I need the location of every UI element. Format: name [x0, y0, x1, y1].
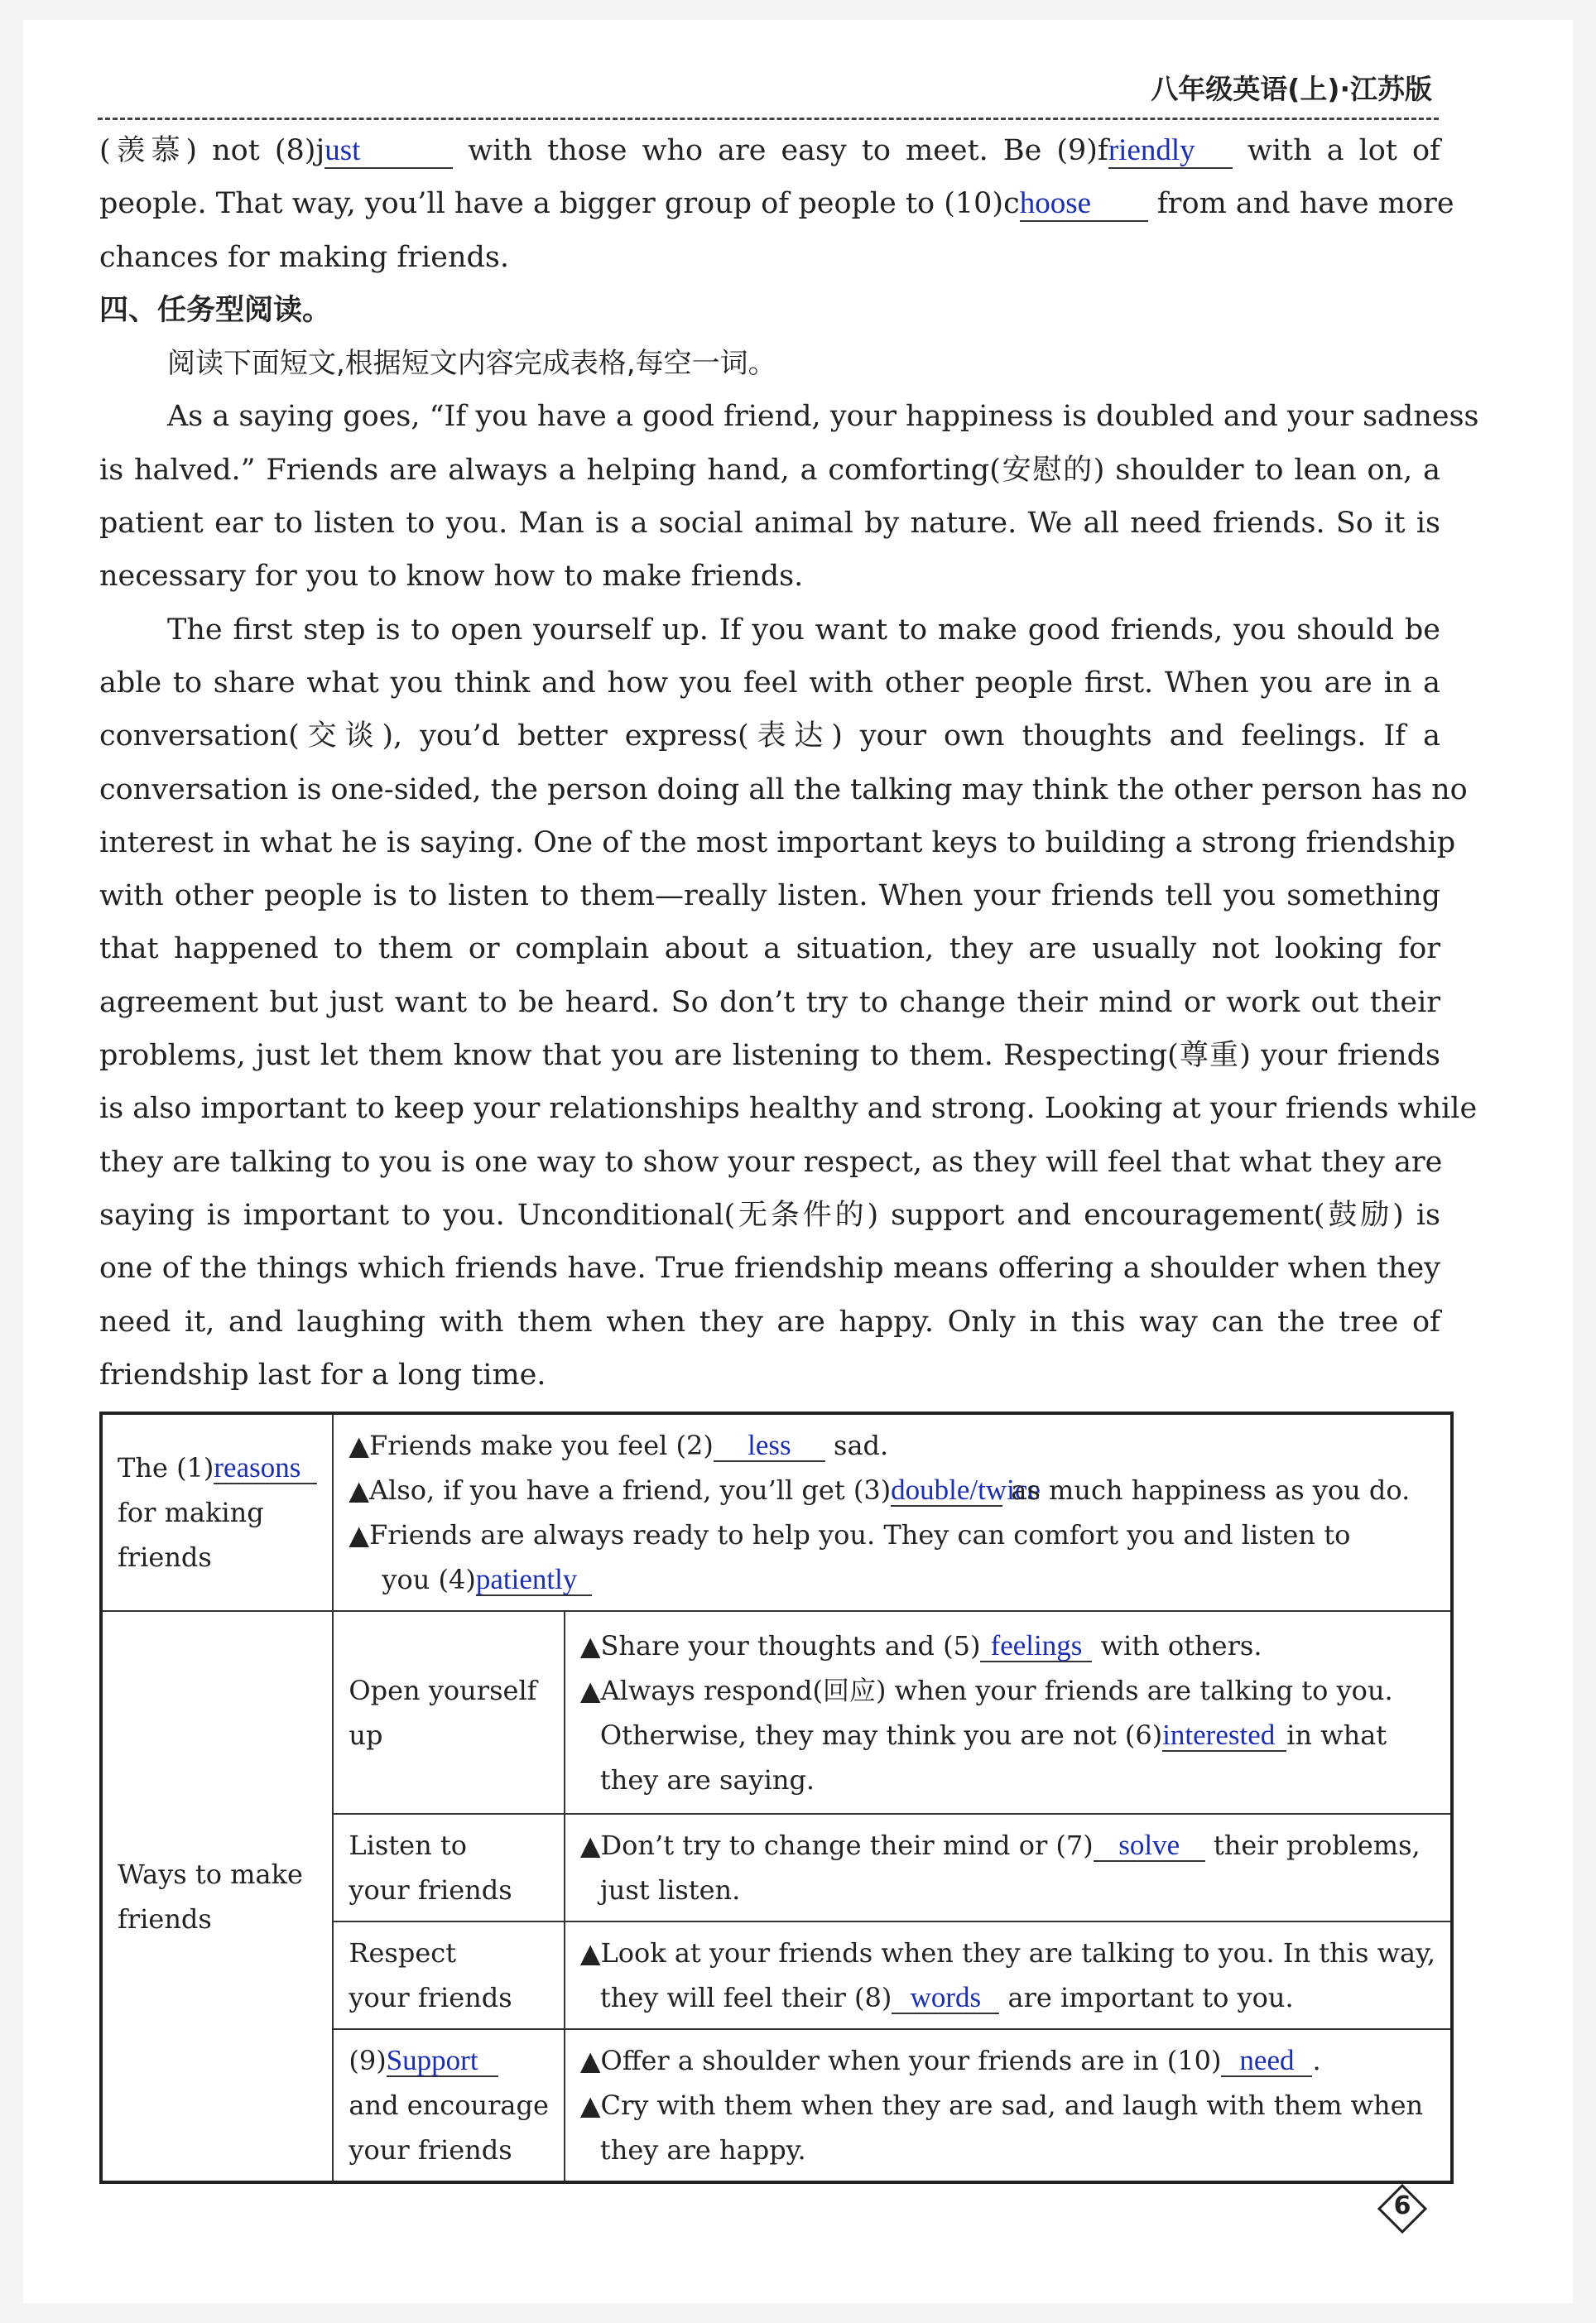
- blank-4: patiently: [476, 1565, 592, 1596]
- blank-3: double/twice: [891, 1474, 1041, 1506]
- row-label-ways: Ways to make friends: [101, 1611, 333, 2182]
- sub-label-respect: Respect your friends: [333, 1921, 564, 2029]
- blank-8-table: words: [892, 1983, 999, 2014]
- passage-line: need it, and laughing with them when they are happy. Only in this way can the tree of: [99, 1305, 1440, 1339]
- blank-5: feelings: [980, 1631, 1092, 1662]
- blank-10-table: need: [1221, 2046, 1312, 2077]
- passage-line: The first step is to open yourself up. If you want to make good friends, you should be: [167, 613, 1440, 647]
- page-header: [98, 68, 1439, 120]
- blank-6: interested: [1162, 1720, 1286, 1752]
- sub-label-support: (9)Support and encourage your friends: [333, 2029, 564, 2182]
- blank-9: riendly: [1108, 134, 1233, 169]
- passage-line: able to share what you think and how you feel with other people first. When you are in a: [99, 666, 1440, 700]
- page-number: 6: [1377, 2184, 1427, 2234]
- passage-line: saying is important to you. Unconditional(无条件的) support and encouragement(鼓励) is: [99, 1198, 1440, 1232]
- blank-1: reasons: [214, 1453, 317, 1484]
- passage-line: As a saying goes, “If you have a good friend, your happiness is doubled and your sadness: [167, 400, 1479, 434]
- table-row: [101, 1611, 1452, 1814]
- passage-line: with other people is to listen to them—really listen. When your friends tell you something: [99, 879, 1440, 913]
- book-title: 八年级英语(上)·江苏版: [1151, 73, 1432, 105]
- passage-line: agreement but just want to be heard. So don’t try to change their mind or work out their: [99, 985, 1440, 1019]
- sub-label-open: Open yourself up: [333, 1611, 564, 1814]
- top-line-3: chances for making friends.: [99, 240, 509, 274]
- sub-content-support: ▲Offer a shoulder when your friends are in (10) need . ▲Cry with them when they are sad, and laugh with them when they are happy.: [565, 2029, 1452, 2182]
- blank-7: solve: [1094, 1830, 1205, 1862]
- blank-2: less: [714, 1431, 825, 1462]
- sub-label-listen: Listen to your friends: [333, 1814, 564, 1921]
- top-line-2: people. That way, you’ll have a bigger group of people to (10)choose from and have more: [99, 186, 1454, 221]
- blank-10: hoose: [1020, 187, 1148, 222]
- passage-line: conversation is one-sided, the person doing all the talking may think the other person has no: [99, 772, 1468, 806]
- row-label-reasons: The (1)reasons for making friends: [101, 1413, 333, 1611]
- sub-content-open: ▲Share your thoughts and (5) feelings with others. ▲Always respond(回应) when your friends are talking to you. Otherwise, they may think you are not (6)interested in what they are saying.: [565, 1611, 1452, 1814]
- answer-table: [99, 1412, 1454, 2184]
- passage-line: they are talking to you is one way to show your respect, as they will feel that what they are: [99, 1145, 1443, 1179]
- passage-line: that happened to them or complain about a situation, they are usually not looking for: [99, 932, 1440, 966]
- passage-line: friendship last for a long time.: [99, 1358, 546, 1392]
- sub-content-respect: ▲Look at your friends when they are talking to you. In this way, they will feel their (8) words are important to you.: [565, 1921, 1452, 2029]
- passage-line: interest in what he is saying. One of the most important keys to building a strong friendship: [99, 825, 1456, 859]
- section-title: 四、任务型阅读。: [99, 293, 332, 327]
- blank-9-table: Support: [387, 2046, 498, 2077]
- table-row: [101, 1413, 1452, 1611]
- passage-line: patient ear to listen to you. Man is a social animal by nature. We all need friends. So it is: [99, 507, 1440, 541]
- content: [99, 124, 1479, 1402]
- blank-8: ust: [324, 134, 453, 169]
- passage-line: conversation(交谈), you’d better express(表达) your own thoughts and feelings. If a: [99, 719, 1440, 753]
- passage-line: necessary for you to know how to make friends.: [99, 560, 804, 594]
- passage-line: problems, just let them know that you are listening to them. Respecting(尊重) your friends: [99, 1039, 1440, 1073]
- row-content-reasons: ▲Friends make you feel (2) less sad. ▲Also, if you have a friend, you’ll get (3)double/twice as much happiness as you do. ▲Friends are always ready to help you. They can comfort you and listen to you (4)patiently: [333, 1413, 1452, 1611]
- top-line-1: (羡慕) not (8)just with those who are easy to meet. Be (9)friendly with a lot of: [99, 133, 1441, 167]
- passage-line: is halved.” Friends are always a helping hand, a comforting(安慰的) shoulder to lean on, a: [99, 453, 1440, 487]
- sub-content-listen: ▲Don’t try to change their mind or (7) solve their problems, just listen.: [565, 1814, 1452, 1921]
- passage-line: one of the things which friends have. True friendship means offering a shoulder when they: [99, 1252, 1440, 1286]
- instruction: 阅读下面短文,根据短文内容完成表格,每空一词。: [167, 347, 776, 381]
- passage-line: is also important to keep your relationships healthy and strong. Looking at your friends while: [99, 1092, 1478, 1126]
